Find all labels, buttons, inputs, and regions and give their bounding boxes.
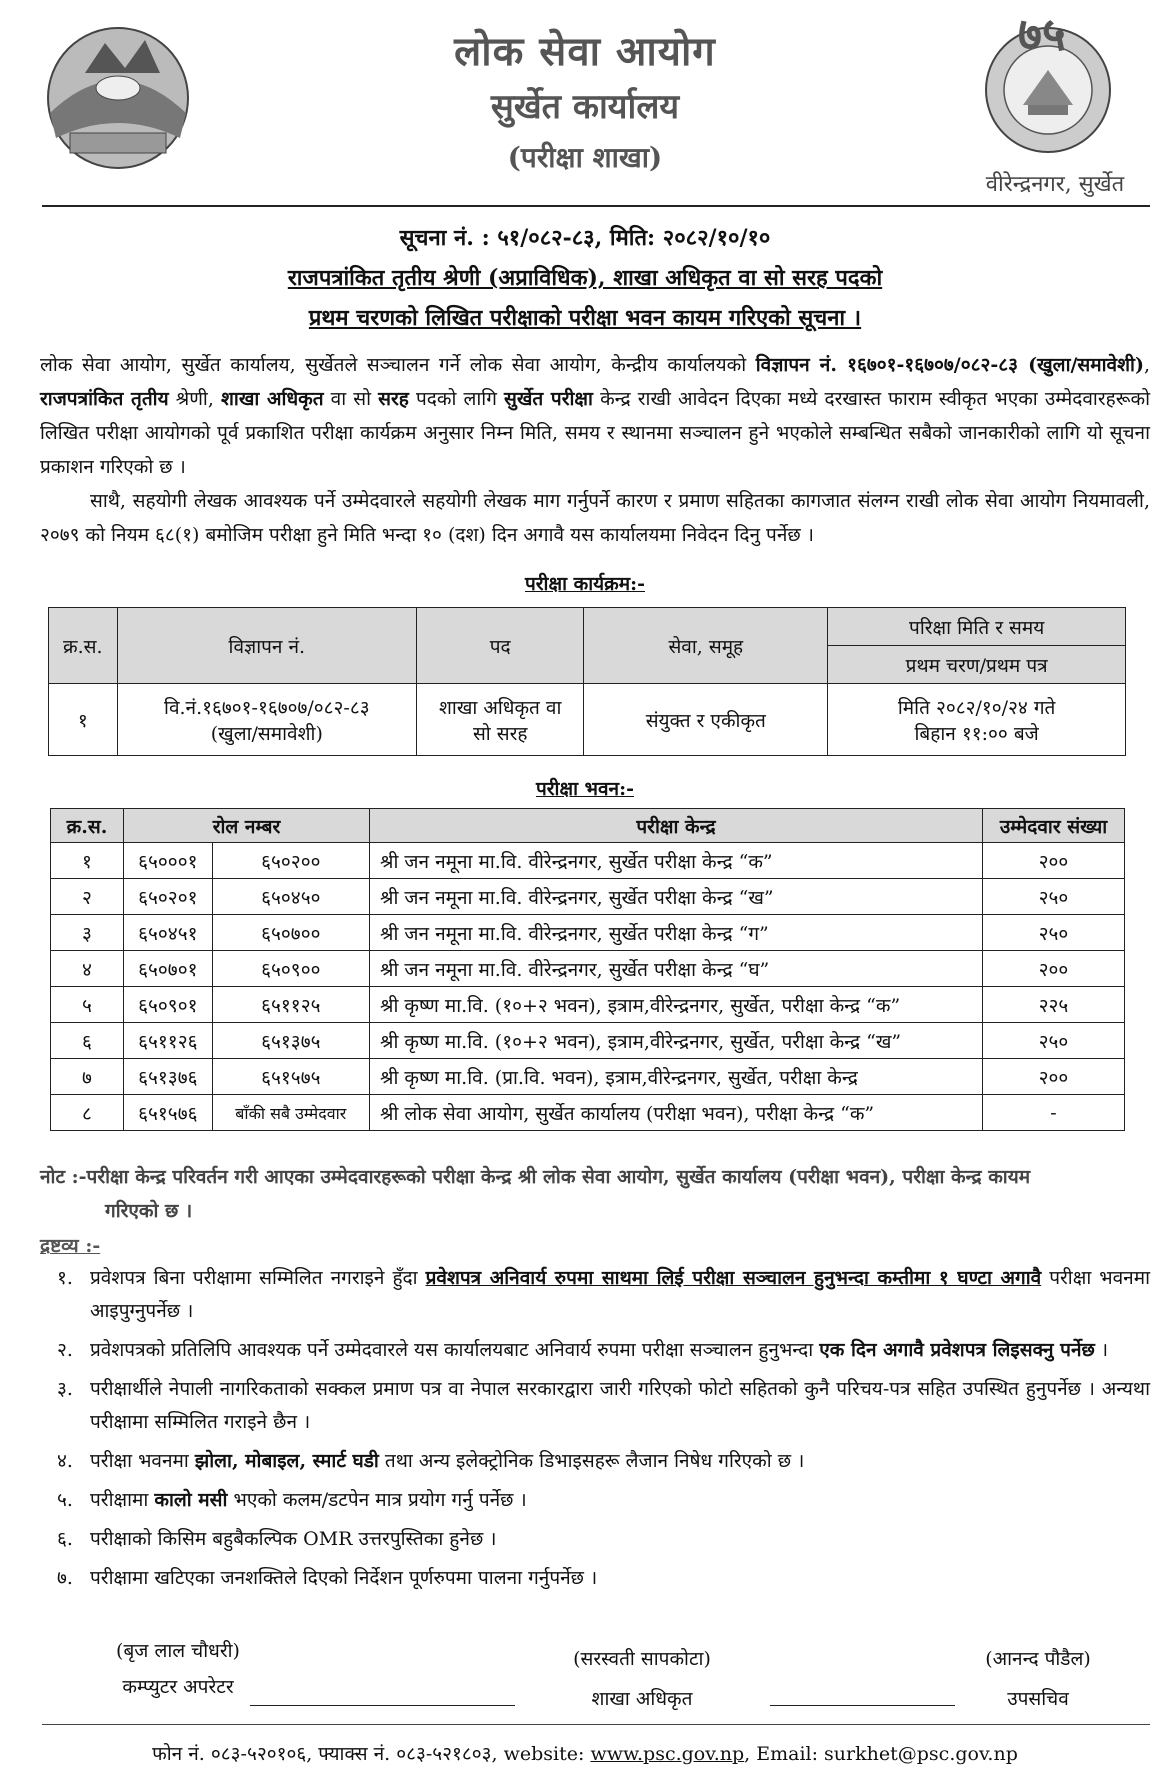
venue-count: २०० [983, 1059, 1125, 1095]
instruction-text: प्रवेशपत्र बिना परीक्षामा सम्मिलित नगराइने हुँदा [90, 1267, 426, 1289]
venue-roll-from: ६५०७०१ [124, 951, 213, 987]
branch-name: (परीक्षा शाखा) [507, 141, 663, 174]
venue-sn: ५ [51, 987, 124, 1023]
venue-sn: ६ [51, 1023, 124, 1059]
venue-roll-to: ६५१५७५ [212, 1059, 369, 1095]
instruction-item [40, 1562, 1150, 1595]
signature-name: (आनन्द पौडैल) [985, 1648, 1091, 1670]
instruction-item [40, 1334, 1150, 1367]
signature-line [250, 1705, 515, 1706]
venue-sn: १ [51, 843, 124, 879]
venue-count: २५० [983, 879, 1125, 915]
signature-title: उपसचिव [1007, 1688, 1069, 1710]
venue-sn: ३ [51, 915, 124, 951]
instruction-emphasis: प्रवेशपत्र अनिवार्य रुपमा साथमा लिई परीक्षा सञ्चालन हुनुभन्दा कम्तीमा १ घण्टा अगावै [425, 1267, 1042, 1289]
svg-text:७५: ७५ [1018, 10, 1066, 61]
schedule-adv: वि.नं.१६७०१-१६७०७/०८२-८३ (खुला/समावेशी) [117, 684, 417, 756]
col-phase: प्रथम चरण/प्रथम पत्र [828, 646, 1126, 684]
venue-roll-to: ६५०९०० [212, 951, 369, 987]
venue-roll-from: ६५१३७६ [124, 1059, 213, 1095]
venue-row [51, 843, 1125, 879]
instruction-item [40, 1262, 1150, 1328]
instructions-list [40, 1262, 1150, 1601]
venue-col-count: उम्मेदवार संख्या [983, 809, 1125, 843]
instruction-number: १. [57, 1267, 73, 1289]
header-divider [42, 205, 1150, 207]
venue-row [51, 879, 1125, 915]
venue-row [51, 987, 1125, 1023]
venue-center: श्री जन नमूना मा.वि. वीरेन्द्रनगर, सुर्खेत परीक्षा केन्द्र “घ” [370, 951, 983, 987]
instruction-item [40, 1445, 1150, 1478]
instruction-number: ५. [57, 1489, 73, 1511]
venue-center: श्री लोक सेवा आयोग, सुर्खेत कार्यालय (परीक्षा भवन), परीक्षा केन्द्र “क” [370, 1095, 983, 1131]
venue-col-center: परीक्षा केन्द्र [370, 809, 983, 843]
venue-center: श्री जन नमूना मा.वि. वीरेन्द्रनगर, सुर्खेत परीक्षा केन्द्र “ख” [370, 879, 983, 915]
office-location: वीरेन्द्रनगर, सुर्खेत [985, 172, 1125, 197]
venue-roll-to: ६५११२५ [212, 987, 369, 1023]
venue-row [51, 1095, 1125, 1131]
venue-row [51, 915, 1125, 951]
instruction-number: ४. [57, 1450, 73, 1472]
instruction-item [40, 1523, 1150, 1556]
col-sn: क्र.स. [49, 608, 118, 684]
notice-number: सूचना नं. : ५१/०८२-८३, मिति: २०८२/१०/१० [399, 225, 771, 251]
venue-sn: ४ [51, 951, 124, 987]
note-line-1: नोट :-परीक्षा केन्द्र परिवर्तन गरी आएका उम्मेदवारहरूको परीक्षा केन्द्र श्री लोक सेवा आयोग, सुर्खेत कार्यालय (परीक्षा भवन), परीक्षा केन्द्र कायम [40, 1166, 1031, 1188]
schedule-row [49, 684, 1126, 756]
instruction-number: ७. [57, 1567, 73, 1589]
signature-title: शाखा अधिकृत [591, 1688, 693, 1710]
instruction-emphasis: कालो मसी [154, 1489, 228, 1511]
schedule-datetime: मिति २०८२/१०/२४ गते बिहान ११:०० बजे [828, 684, 1126, 756]
venue-count: - [983, 1095, 1125, 1131]
instruction-text-end: भएको कलम/डटपेन मात्र प्रयोग गर्नु पर्नेछ । [227, 1489, 527, 1511]
venue-count: २२५ [983, 987, 1125, 1023]
venue-roll-from: ६५०४५१ [124, 915, 213, 951]
notice-subject-line-2: प्रथम चरणको लिखित परीक्षाको परीक्षा भवन कायम गरिएको सूचना । [308, 305, 862, 331]
venue-roll-to: ६५०७०० [212, 915, 369, 951]
instruction-text: परीक्षार्थीले नेपाली नागरिकताको सक्कल प्रमाण पत्र वा नेपाल सरकारद्वारा जारी गरिएको फोटो सहितको कुनै परिचय-पत्र सहित उपस्थित हुनुपर्नेछ । अन्यथा परीक्षामा सम्मिलित गराइने छैन । [90, 1378, 1150, 1433]
venue-row [51, 951, 1125, 987]
schedule-sn: १ [49, 684, 118, 756]
website-link[interactable]: www.psc.gov.np [590, 1743, 745, 1765]
venue-center: श्री जन नमूना मा.वि. वीरेन्द्रनगर, सुर्खेत परीक्षा केन्द्र “ग” [370, 915, 983, 951]
venue-center: श्री कृष्ण मा.वि. (प्रा.वि. भवन), इत्राम,वीरेन्द्रनगर, सुर्खेत, परीक्षा केन्द्र [370, 1059, 983, 1095]
venue-col-sn: क्र.स. [51, 809, 124, 843]
signature-name: (बृज लाल चौधरी) [116, 1640, 240, 1662]
instructions-heading: द्रष्टव्य :- [40, 1235, 101, 1257]
col-adv: विज्ञापन नं. [117, 608, 417, 684]
instruction-number: ६. [57, 1528, 73, 1550]
note-line-2: गरिएको छ । [105, 1200, 193, 1222]
venue-roll-from: ६५०२०१ [124, 879, 213, 915]
instruction-number: २. [57, 1339, 73, 1361]
venue-table [50, 808, 1125, 1131]
venue-count: २५० [983, 1023, 1125, 1059]
schedule-table [48, 607, 1126, 756]
venue-center: श्री कृष्ण मा.वि. (१०+२ भवन), इत्राम,वीरेन्द्रनगर, सुर्खेत, परीक्षा केन्द्र “क” [370, 987, 983, 1023]
instruction-emphasis: एक दिन अगावै प्रवेशपत्र लिइसक्नु पर्नेछ [819, 1339, 1095, 1361]
instruction-item [40, 1373, 1150, 1439]
commission-title: लोक सेवा आयोग [454, 28, 716, 75]
venue-roll-to: ६५१३७५ [212, 1023, 369, 1059]
schedule-post: शाखा अधिकृत वा सो सरह [417, 684, 584, 756]
venue-row [51, 1059, 1125, 1095]
venue-roll-to: बाँकी सबै उम्मेदवार [212, 1095, 369, 1131]
instruction-text: परीक्षामा [90, 1489, 155, 1511]
venue-roll-from: ६५११२६ [124, 1023, 213, 1059]
venue-count: २०० [983, 843, 1125, 879]
instruction-text-end: तथा अन्य इलेक्ट्रोनिक डिभाइसहरू लैजान निषेध गरिएको छ । [378, 1450, 805, 1472]
venue-roll-from: ६५१५७६ [124, 1095, 213, 1131]
venue-row [51, 1023, 1125, 1059]
footer-divider [42, 1724, 1150, 1725]
venue-center: श्री जन नमूना मा.वि. वीरेन्द्रनगर, सुर्खेत परीक्षा केन्द्र “क” [370, 843, 983, 879]
intro-paragraph: लोक सेवा आयोग, सुर्खेत कार्यालय, सुर्खेतले सञ्चालन गर्ने लोक सेवा आयोग, केन्द्रीय कार्यालयको विज्ञापन नं. १६७०१-१६७०७/०८२-८३ (खुला/समावेशी), राजपत्रांकित तृतीय श्रेणी, शाखा अधिकृत वा सो सरह पदको लागि सुर्खेत परीक्षा केन्द्र राखी आवेदन दिएका मध्ये दरखास्त फाराम स्वीकृत भएका उम्मेदवारहरूको लिखित परीक्षा आयोगको पूर्व प्रकाशित परीक्षा कार्यक्रम अनुसार निम्न मिति, समय र स्थानमा सञ्चालन हुने भएकोले सम्बन्धित सबैको जानकारीको लागि यो सूचना प्रकाशन गरिएको छ । [40, 354, 1150, 478]
venue-sn: ८ [51, 1095, 124, 1131]
notice-subject-line-1: राजपत्रांकित तृतीय श्रेणी (अप्राविधिक), शाखा अधिकृत वा सो सरह पदको [287, 265, 883, 291]
writer-paragraph: साथै, सहयोगी लेखक आवश्यक पर्ने उम्मेदवारले सहयोगी लेखक माग गर्नुपर्ने कारण र प्रमाण सहितका कागजात संलग्न राखी लोक सेवा आयोग नियमावली, २०७९ को नियम ६८(१) बमोजिम परीक्षा हुने मिति भन्दा १० (दश) दिन अगावै यस कार्यालयमा निवेदन दिनु पर्नेछ । [40, 490, 1150, 546]
venue-heading: परीक्षा भवन:- [535, 778, 634, 800]
signature-name: (सरस्वती सापकोटा) [573, 1648, 711, 1670]
signature-title: कम्प्युटर अपरेटर [122, 1676, 234, 1698]
venue-sn: ७ [51, 1059, 124, 1095]
instruction-text: परीक्षाको किसिम बहुबैकल्पिक OMR उत्तरपुस्तिका हुनेछ । [90, 1528, 497, 1550]
venue-roll-to: ६५०४५० [212, 879, 369, 915]
signature-3 [918, 1645, 1158, 1711]
instruction-number: ३. [57, 1378, 73, 1400]
instruction-text: परीक्षामा खटिएका जनशक्तिले दिएको निर्देशन पूर्णरुपमा पालना गर्नुपर्नेछ । [90, 1567, 598, 1589]
venue-center: श्री कृष्ण मा.वि. (१०+२ भवन), इत्राम,वीरेन्द्रनगर, सुर्खेत, परीक्षा केन्द्र “ख” [370, 1023, 983, 1059]
signature-1 [58, 1637, 298, 1699]
schedule-service: संयुक्त र एकीकृत [584, 684, 828, 756]
venue-roll-to: ६५०२०० [212, 843, 369, 879]
venue-count: २०० [983, 951, 1125, 987]
col-post: पद [417, 608, 584, 684]
instruction-text-end: परीक्षा भवनमा आइपुग्नुपर्नेछ । [90, 1267, 1151, 1322]
venue-roll-from: ६५०००१ [124, 843, 213, 879]
venue-count: २५० [983, 915, 1125, 951]
venue-col-roll: रोल नम्बर [124, 809, 370, 843]
col-service: सेवा, समूह [584, 608, 828, 684]
instruction-text-end: । [1094, 1339, 1109, 1361]
footer-contact: फोन नं. ०८३-५२०१०६, फ्याक्स नं. ०८३-५२१८०३, website: www.psc.gov.np, Email: surkhet@psc.gov.np [152, 1743, 1018, 1765]
office-name: सुर्खेत कार्यालय [490, 87, 680, 127]
schedule-heading: परीक्षा कार्यक्रम:- [524, 573, 646, 595]
venue-roll-from: ६५०९०१ [124, 987, 213, 1023]
signature-2 [522, 1645, 762, 1711]
venue-sn: २ [51, 879, 124, 915]
instruction-text: परीक्षा भवनमा [90, 1450, 195, 1472]
instruction-text: प्रवेशपत्रको प्रतिलिपि आवश्यक पर्ने उम्मेदवारले यस कार्यालयबाट अनिवार्य रुपमा परीक्षा सञ्चालन हुनुभन्दा [90, 1339, 820, 1361]
col-datetime: परिक्षा मिति र समय [828, 608, 1126, 646]
instruction-item [40, 1484, 1150, 1517]
instruction-emphasis: झोला, मोबाइल, स्मार्ट घडी [194, 1450, 379, 1472]
